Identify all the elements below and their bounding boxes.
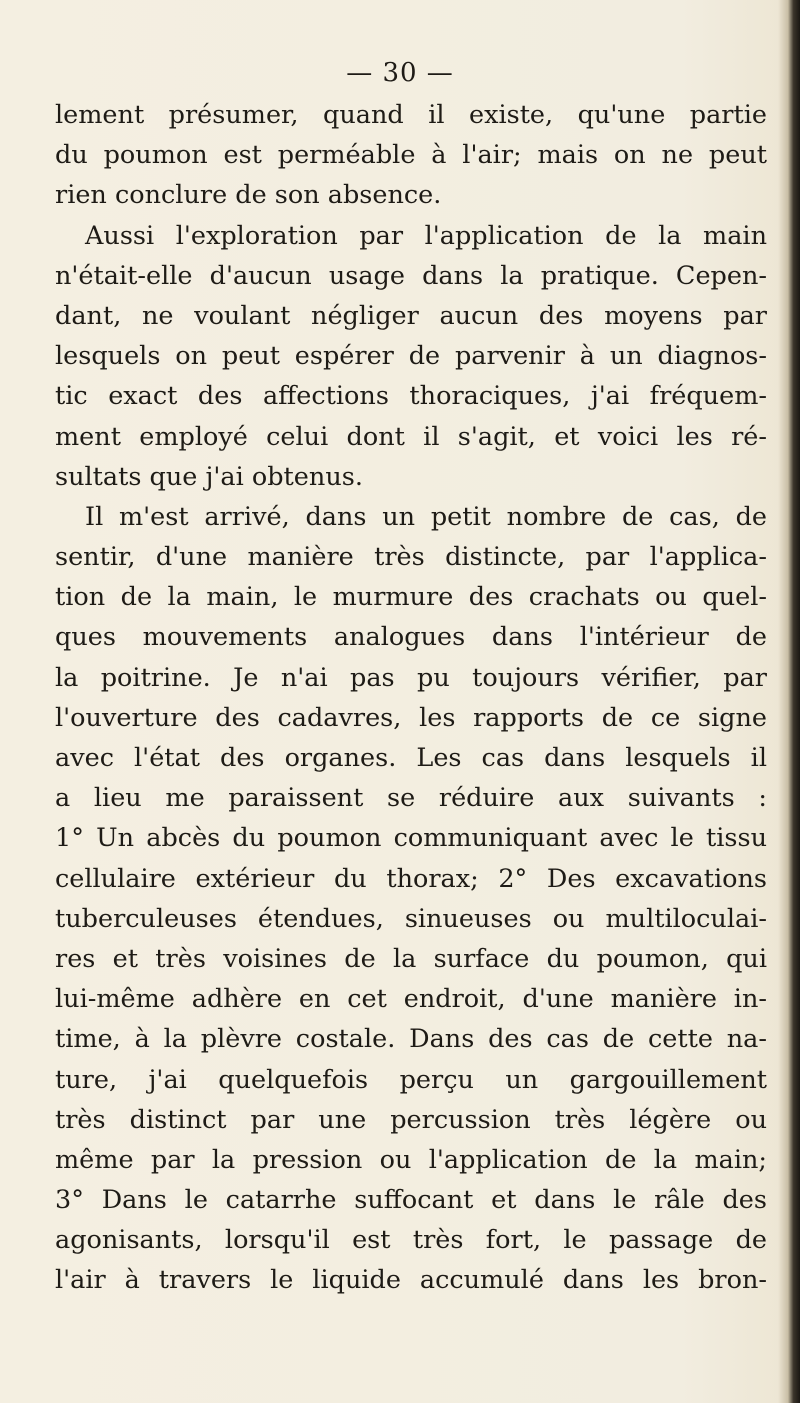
text-line: lui-même adhère en cet endroit, d'une manière in- xyxy=(55,984,767,1015)
text-line: 1° Un abcès du poumon communiquant avec le tissu xyxy=(55,823,767,854)
text-line: 3° Dans le catarrhe suffocant et dans le râle des xyxy=(55,1185,767,1216)
text-line: Aussi l'exploration par l'application de la main xyxy=(85,220,767,251)
text-line: sultats que j'ai obtenus. xyxy=(55,461,363,492)
text-line: lesquels on peut espérer de parvenir à un diagnos- xyxy=(55,341,767,372)
text-line: l'ouverture des cadavres, les rapports de ce signe xyxy=(55,702,767,733)
text-line: res et très voisines de la surface du poumon, qui xyxy=(55,943,767,974)
text-line: très distinct par une percussion très légère ou xyxy=(55,1104,767,1135)
text-line: ques mouvements analogues dans l'intérieur de xyxy=(55,622,767,653)
text-line: lement présumer, quand il existe, qu'une partie xyxy=(55,100,767,130)
text-line: même par la pression ou l'application de la main; xyxy=(55,1144,767,1175)
text-line: tion de la main, le murmure des crachats ou quel- xyxy=(55,582,767,613)
text-line: rien conclure de son absence. xyxy=(55,180,442,211)
text-line: a lieu me paraissent se réduire aux suivants : xyxy=(55,783,767,814)
text-line: dant, ne voulant négliger aucun des moyens par xyxy=(55,300,767,331)
text-line: agonisants, lorsqu'il est très fort, le passage de xyxy=(55,1225,767,1256)
text-line: ment employé celui dont il s'agit, et voici les ré- xyxy=(55,421,767,452)
text-line: tic exact des affections thoraciques, j'ai fréquem- xyxy=(55,381,767,412)
page-number: — 30 — xyxy=(346,58,454,88)
text-line: la poitrine. Je n'ai pas pu toujours vérifier, par xyxy=(55,662,767,693)
page-binding-edge xyxy=(778,0,800,1403)
text-line: tuberculeuses étendues, sinueuses ou multiloculai- xyxy=(55,903,767,934)
body-text xyxy=(55,95,767,1301)
text-line: time, à la plèvre costale. Dans des cas de cette na- xyxy=(55,1024,767,1055)
text-line: sentir, d'une manière très distincte, par l'applica- xyxy=(55,542,767,573)
text-line: du poumon est perméable à l'air; mais on ne peut xyxy=(55,140,767,171)
text-line: avec l'état des organes. Les cas dans lesquels il xyxy=(55,743,767,773)
text-line: n'était-elle d'aucun usage dans la pratique. Cepen- xyxy=(55,260,767,291)
text-line: cellulaire extérieur du thorax; 2° Des excavations xyxy=(55,863,767,894)
text-line: Il m'est arrivé, dans un petit nombre de cas, de xyxy=(85,501,767,532)
text-line: l'air à travers le liquide accumulé dans les bron- xyxy=(55,1265,767,1296)
text-line: ture, j'ai quelquefois perçu un gargouillement xyxy=(55,1064,767,1095)
